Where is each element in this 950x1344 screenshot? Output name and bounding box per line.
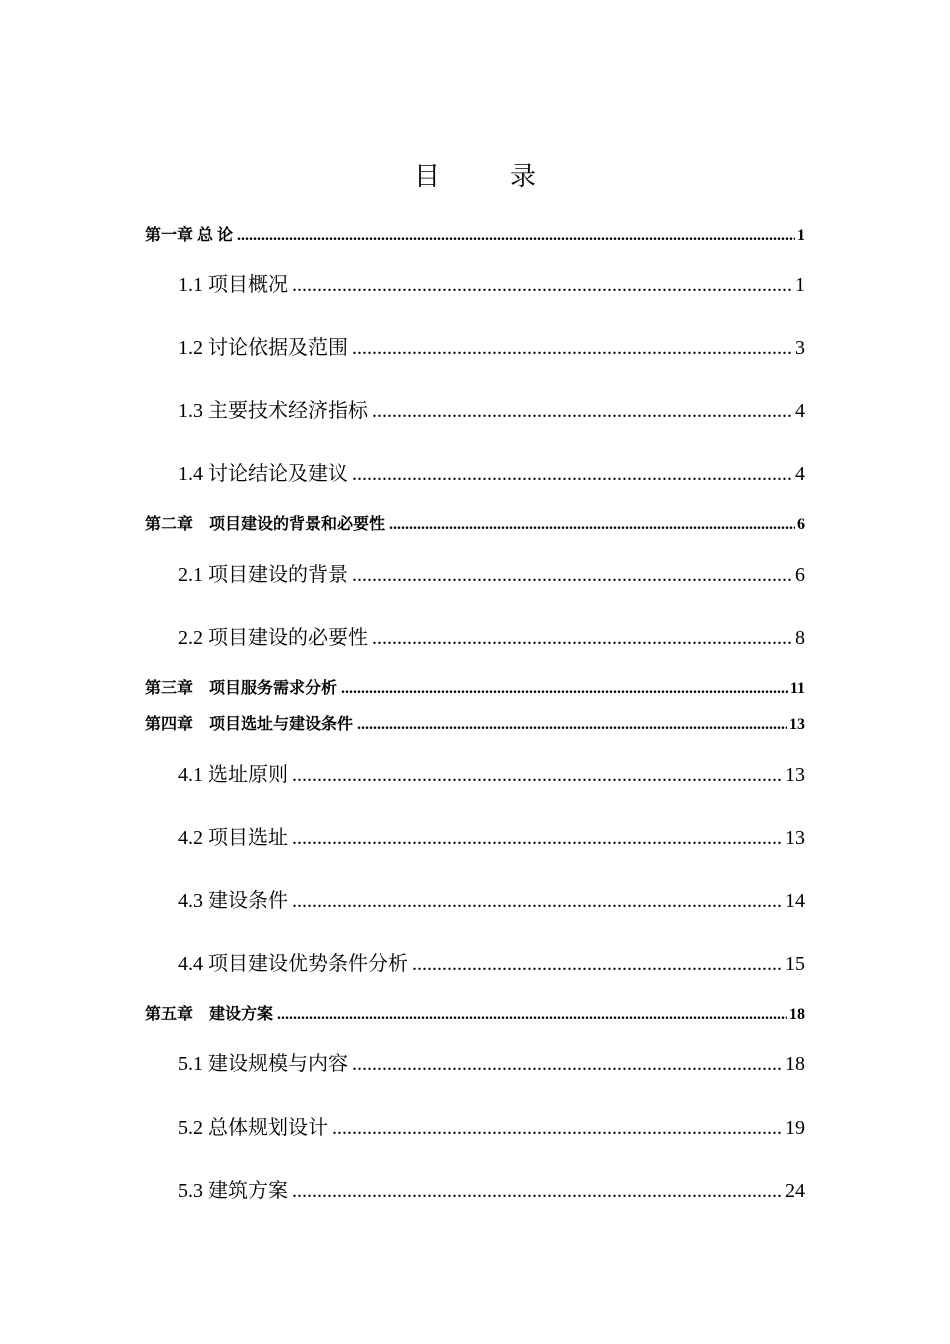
dot-leader: [292, 1180, 783, 1203]
dot-leader: [237, 227, 795, 245]
toc-entry-page: 4: [795, 463, 805, 485]
toc-entry-section-2-2[interactable]: [178, 621, 805, 649]
toc-entry-page: 19: [785, 1117, 805, 1139]
toc-entry-page: 11: [789, 680, 805, 697]
toc-entry-page: 18: [785, 1053, 805, 1075]
toc-entry-label: 1.1 项目概况: [178, 274, 288, 296]
toc-entry-label: 4.2 项目选址: [178, 827, 288, 849]
toc-entry-section-2-1[interactable]: [178, 558, 805, 586]
dot-leader: [292, 764, 783, 787]
dot-leader: [341, 680, 788, 698]
toc-entry-label: 2.1 项目建设的背景: [178, 564, 348, 586]
toc-entry-section-4-4[interactable]: [178, 947, 805, 975]
dot-leader: [352, 337, 793, 360]
toc-entry-label: 第五章 建设方案: [145, 1006, 274, 1023]
dot-leader: [372, 400, 793, 423]
toc-entry-section-5-3[interactable]: [178, 1174, 805, 1202]
toc-entry-page: 13: [785, 764, 805, 786]
toc-entry-label: 4.4 项目建设优势条件分析: [178, 953, 408, 975]
toc-entry-page: 6: [795, 564, 805, 586]
toc-entry-page: 4: [795, 400, 805, 422]
toc-entry-page: 1: [795, 274, 805, 296]
dot-leader: [332, 1117, 783, 1140]
toc-entry-label: 2.2 项目建设的必要性: [178, 627, 368, 649]
dot-leader: [352, 1053, 783, 1076]
toc-entry-label: 5.2 总体规划设计: [178, 1117, 328, 1139]
toc-entry-section-5-1[interactable]: [178, 1047, 805, 1075]
toc-entry-label: 5.3 建筑方案: [178, 1180, 288, 1202]
toc-entry-label: 第四章 项目选址与建设条件: [145, 716, 354, 733]
toc-entry-label: 第二章 项目建设的背景和必要性: [145, 516, 386, 533]
toc-entry-chapter-5[interactable]: [145, 1001, 805, 1023]
dot-leader: [357, 716, 787, 734]
toc-entry-section-4-3[interactable]: [178, 884, 805, 912]
toc-entry-chapter-4[interactable]: [145, 711, 805, 733]
toc-entry-page: 24: [785, 1180, 805, 1202]
toc-entry-page: 3: [795, 337, 805, 359]
dot-leader: [389, 516, 795, 534]
dot-leader: [277, 1006, 787, 1024]
toc-entry-chapter-3[interactable]: [145, 675, 805, 697]
dot-leader: [292, 827, 783, 850]
dot-leader: [292, 890, 783, 913]
dot-leader: [412, 953, 783, 976]
dot-leader: [352, 463, 793, 486]
toc-entry-page: 14: [785, 890, 805, 912]
dot-leader: [292, 274, 793, 297]
toc-entry-page: 15: [785, 953, 805, 975]
toc-entry-label: 1.2 讨论依据及范围: [178, 337, 348, 359]
toc-entry-page: 6: [797, 516, 805, 533]
toc-entry-label: 5.1 建设规模与内容: [178, 1053, 348, 1075]
toc-entry-label: 4.1 选址原则: [178, 764, 288, 786]
toc-entry-label: 4.3 建设条件: [178, 890, 288, 912]
toc-entry-section-1-4[interactable]: [178, 457, 805, 485]
toc-entry-page: 1: [797, 227, 805, 244]
toc-entry-chapter-2[interactable]: [145, 511, 805, 533]
toc-entry-label: 第三章 项目服务需求分析: [145, 680, 338, 697]
toc-entry-section-4-2[interactable]: [178, 821, 805, 849]
toc-entry-section-1-1[interactable]: [178, 268, 805, 296]
toc-entry-page: 18: [789, 1006, 805, 1023]
toc-entry-section-1-3[interactable]: [178, 394, 805, 422]
toc-entry-section-1-2[interactable]: [178, 331, 805, 359]
toc-entry-page: 13: [789, 716, 805, 733]
toc-entry-page: 13: [785, 827, 805, 849]
dot-leader: [372, 627, 793, 650]
toc-entry-section-5-2[interactable]: [178, 1111, 805, 1139]
toc-entry-chapter-1[interactable]: [145, 222, 805, 244]
toc-entry-label: 1.4 讨论结论及建议: [178, 463, 348, 485]
dot-leader: [352, 564, 793, 587]
toc-entry-label: 第一章 总 论: [145, 227, 234, 244]
toc-entry-section-4-1[interactable]: [178, 758, 805, 786]
toc-title: 目 录: [413, 162, 558, 191]
toc-entry-page: 8: [795, 627, 805, 649]
toc-entry-label: 1.3 主要技术经济指标: [178, 400, 368, 422]
